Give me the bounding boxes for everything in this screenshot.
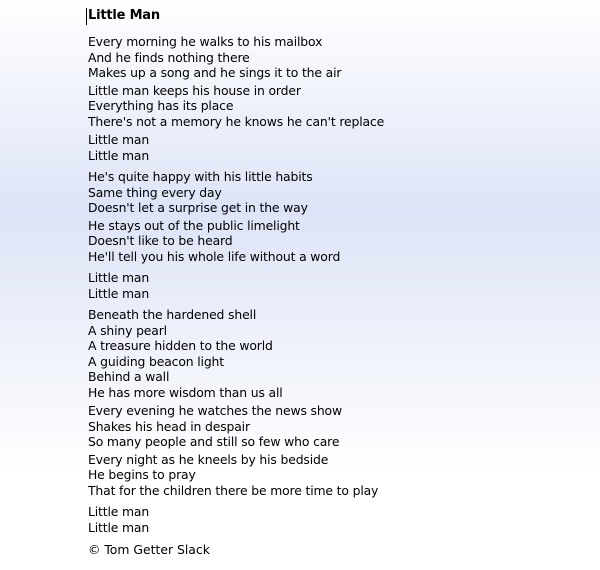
poem-line: Little man <box>88 519 150 535</box>
poem-line: There's not a memory he knows he can't replace <box>88 113 385 129</box>
poem-line: He's quite happy with his little habits <box>88 169 313 184</box>
poem-line: He has more wisdom than us all <box>88 384 283 400</box>
copyright-notice: © Tom Getter Slack <box>88 542 210 557</box>
stanza-7 <box>88 307 588 400</box>
poem-line: Everything has its place <box>88 98 234 113</box>
stanza-3 <box>88 132 588 163</box>
stanza-6 <box>88 270 588 301</box>
poem-line: Little man keeps his house in order <box>88 82 301 98</box>
stanza-2 <box>88 83 588 130</box>
stanza-4 <box>88 169 588 216</box>
stanza-1 <box>88 34 588 81</box>
poem-line: Little man <box>88 285 150 301</box>
poem-line: Little man <box>88 132 150 147</box>
poem-line: Every evening he watches the news show <box>88 403 342 418</box>
poem-line: Beneath the hardened shell <box>88 307 257 322</box>
poem-line: Same thing every day <box>88 184 222 200</box>
poem-line: Doesn't like to be heard <box>88 233 233 248</box>
poem-line: Little man <box>88 270 150 285</box>
poem-line: He stays out of the public limelight <box>88 217 300 233</box>
stanza-8 <box>88 403 588 450</box>
stanza-9 <box>88 452 588 499</box>
poem-line: Little man <box>88 147 150 163</box>
poem-line: Little man <box>88 504 150 519</box>
poem-line: He begins to pray <box>88 467 196 482</box>
text-cursor <box>86 8 87 25</box>
poem-line: Every morning he walks to his mailbox <box>88 34 323 49</box>
poem-line: That for the children there be more time to play <box>88 482 379 498</box>
poem-line: And he finds nothing there <box>88 49 250 65</box>
poem-line: He'll tell you his whole life without a word <box>88 248 341 264</box>
poem-line: Behind a wall <box>88 369 170 384</box>
poem-line: Shakes his head in despair <box>88 418 250 434</box>
poem-line: Makes up a song and he sings it to the air <box>88 65 342 80</box>
poem-page <box>88 8 588 558</box>
poem-title-wrapper <box>88 8 588 24</box>
poem-line: A shiny pearl <box>88 322 167 338</box>
stanza-10 <box>88 504 588 535</box>
poem-title: Little Man <box>88 8 160 23</box>
stanza-5 <box>88 218 588 265</box>
poem-line: Doesn't let a surprise get in the way <box>88 200 308 215</box>
poem-line: Every night as he kneels by his bedside <box>88 451 329 467</box>
poem-line: So many people and still so few who care <box>88 434 340 449</box>
poem-line: A guiding beacon light <box>88 353 224 369</box>
poem-line: A treasure hidden to the world <box>88 338 273 353</box>
